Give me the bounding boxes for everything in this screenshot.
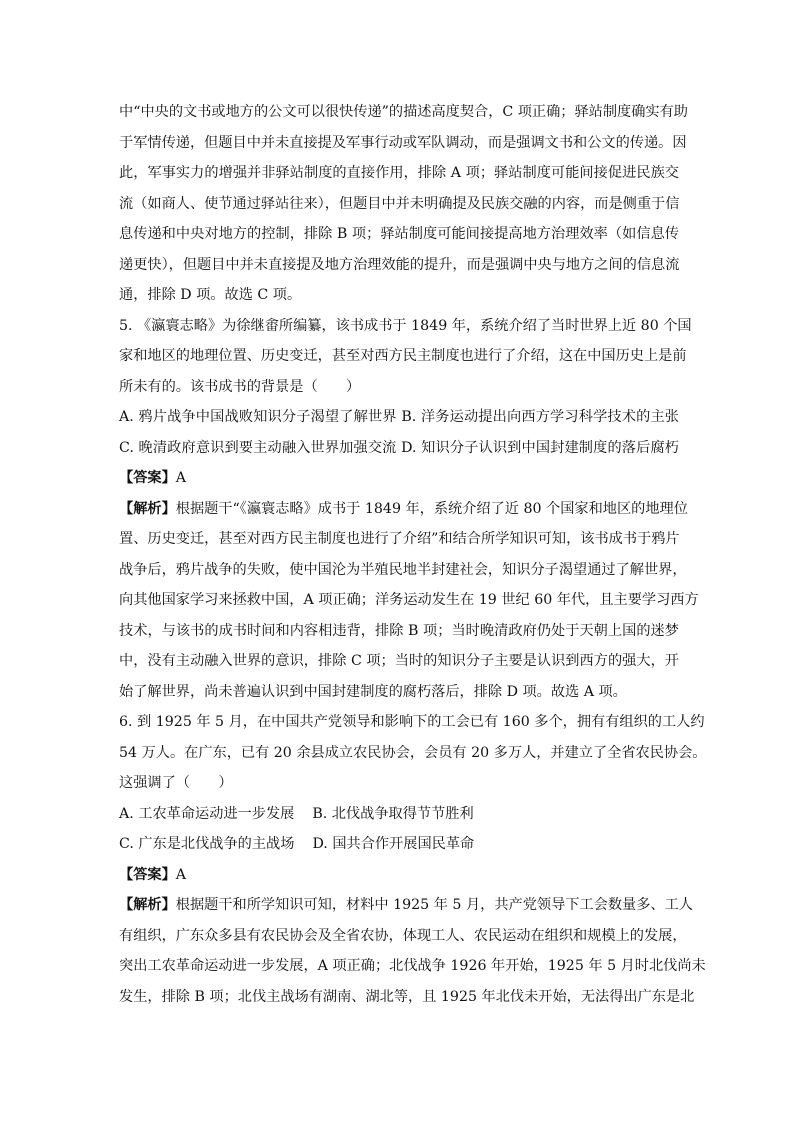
text-line: 于军情传递，但题目中并未直接提及军事行动或军队调动，而是强调文书和公文的传递。因	[119, 134, 687, 151]
text-line: 中“中央的文书或地方的公文可以很快传递”的描述高度契合，C 项正确；驿站制度确实有助	[119, 104, 688, 120]
question-stem-line: 54 万人。在广东，已有 20 余县成立农民协会，会员有 20 多万人，并建立了全省农民协会。	[119, 744, 707, 761]
text-line: 息传递和中央对地方的控制，排除 B 项；驿站制度可能间接提高地方治理效率（如信息传	[119, 226, 679, 242]
question-stem-line: 5. 《瀛寰志略》为徐继畬所编纂，该书成书于 1849 年，系统介绍了当时世界上近 80 个国	[119, 317, 692, 334]
explanation-line	[119, 890, 693, 921]
answer-line	[119, 463, 679, 494]
explanation-line	[119, 494, 688, 525]
option-b: B. 北伐战争取得节节胜利	[312, 805, 474, 822]
explanation-text: 根据题干和所学知识可知，材料中 1925 年 5 月，共产党领导下工会数量多、工人	[175, 897, 693, 913]
explanation-line: 突出工农革命运动进一步发展，A 项正确；北伐战争 1926 年开始，1925 年 5 月时北伐尚未	[119, 958, 706, 974]
explanation-line: 始了解世界，尚未普遍认识到中国封建制度的腐朽落后，排除 D 项。故选 A 项。	[119, 683, 627, 700]
explanation-line: 发生，排除 B 项；北伐主战场有湖南、湖北等，且 1925 年北伐未开始，无法得出广东是北	[119, 988, 695, 1005]
explanation-line: 中，没有主动融入世界的意识，排除 C 项；当时的知识分子主要是认识到西方的强大，开	[119, 653, 679, 669]
option-a: A. 工农革命运动进一步发展	[119, 805, 295, 822]
explanation-label: 【解析】	[119, 500, 176, 517]
option-c: C. 广东是北伐战争的主战场	[119, 836, 295, 852]
question-stem-line: 家和地区的地理位置、历史变迁，甚至对西方民主制度也进行了介绍，这在中国历史上是前	[119, 348, 687, 364]
explanation-line: 技术，与该书的成书时间和内容相违背，排除 B 项；当时晚清政府仍处于天朝上国的迷梦	[119, 622, 679, 639]
explanation-label: 【解析】	[119, 897, 176, 913]
explanation-text: 根据题干“《瀛寰志略》成书于 1849 年，系统介绍了近 80 个国家和地区的地理位	[175, 500, 688, 517]
previous-explanation	[119, 97, 688, 311]
answer-label: 【答案】	[119, 866, 176, 883]
option-line: C. 晚清政府意识到要主动融入世界加强交流 D. 知识分子认识到中国封建制度的落后腐朽	[119, 439, 679, 456]
option-row	[119, 799, 679, 830]
text-line: 此，军事实力的增强并非驿站制度的直接作用，排除 A 项；驿站制度可能间接促进民族交	[119, 165, 679, 181]
question-stem-line: 所未有的。该书成书的背景是（ ）	[119, 378, 361, 395]
answer-value: A	[175, 866, 187, 883]
question-stem-line: 6. 到 1925 年 5 月，在中国共产党领导和影响下的工会已有 160 多个，拥有有组织的工人约	[119, 714, 705, 730]
text-line: 流（如商人、使节通过驿站往来），但题目中并未明确提及民族交融的内容，而是侧重于信	[119, 195, 680, 212]
explanation-line: 置、历史变迁，甚至对西方民主制度也进行了介绍”和结合所学知识可知，该书成书于鸦片	[119, 531, 680, 547]
explanation-line: 战争后，鸦片战争的失败，使中国沦为半殖民地半封建社会，知识分子渴望通过了解世界，	[119, 561, 687, 578]
answer-label: 【答案】	[119, 470, 176, 486]
explanation-line: 向其他国家学习来拯救中国，A 项正确；洋务运动发生在 19 世纪 60 年代，且主要学习西方	[119, 592, 699, 608]
answer-line	[119, 860, 679, 891]
explanation-line: 有组织，广东众多县有农民协会及全省农协，体现工人、农民运动在组织和规模上的发展，	[119, 927, 687, 944]
option-d: D. 国共合作开展国民革命	[312, 836, 475, 852]
text-line: 通，排除 D 项。故选 C 项。	[119, 287, 302, 303]
question-stem-line: 这强调了（ ）	[119, 775, 233, 791]
document-page	[119, 97, 707, 1012]
answer-value: A	[175, 470, 187, 486]
question-6	[119, 707, 707, 1012]
option-line: A. 鸦片战争中国战败知识分子渴望了解世界 B. 洋务运动提出向西方学习科学技术的主张	[119, 409, 679, 425]
option-row	[119, 829, 679, 860]
question-5	[119, 311, 699, 708]
text-line: 递更快），但题目中并未直接提及地方治理效能的提升，而是强调中央与地方之间的信息流	[119, 256, 680, 273]
